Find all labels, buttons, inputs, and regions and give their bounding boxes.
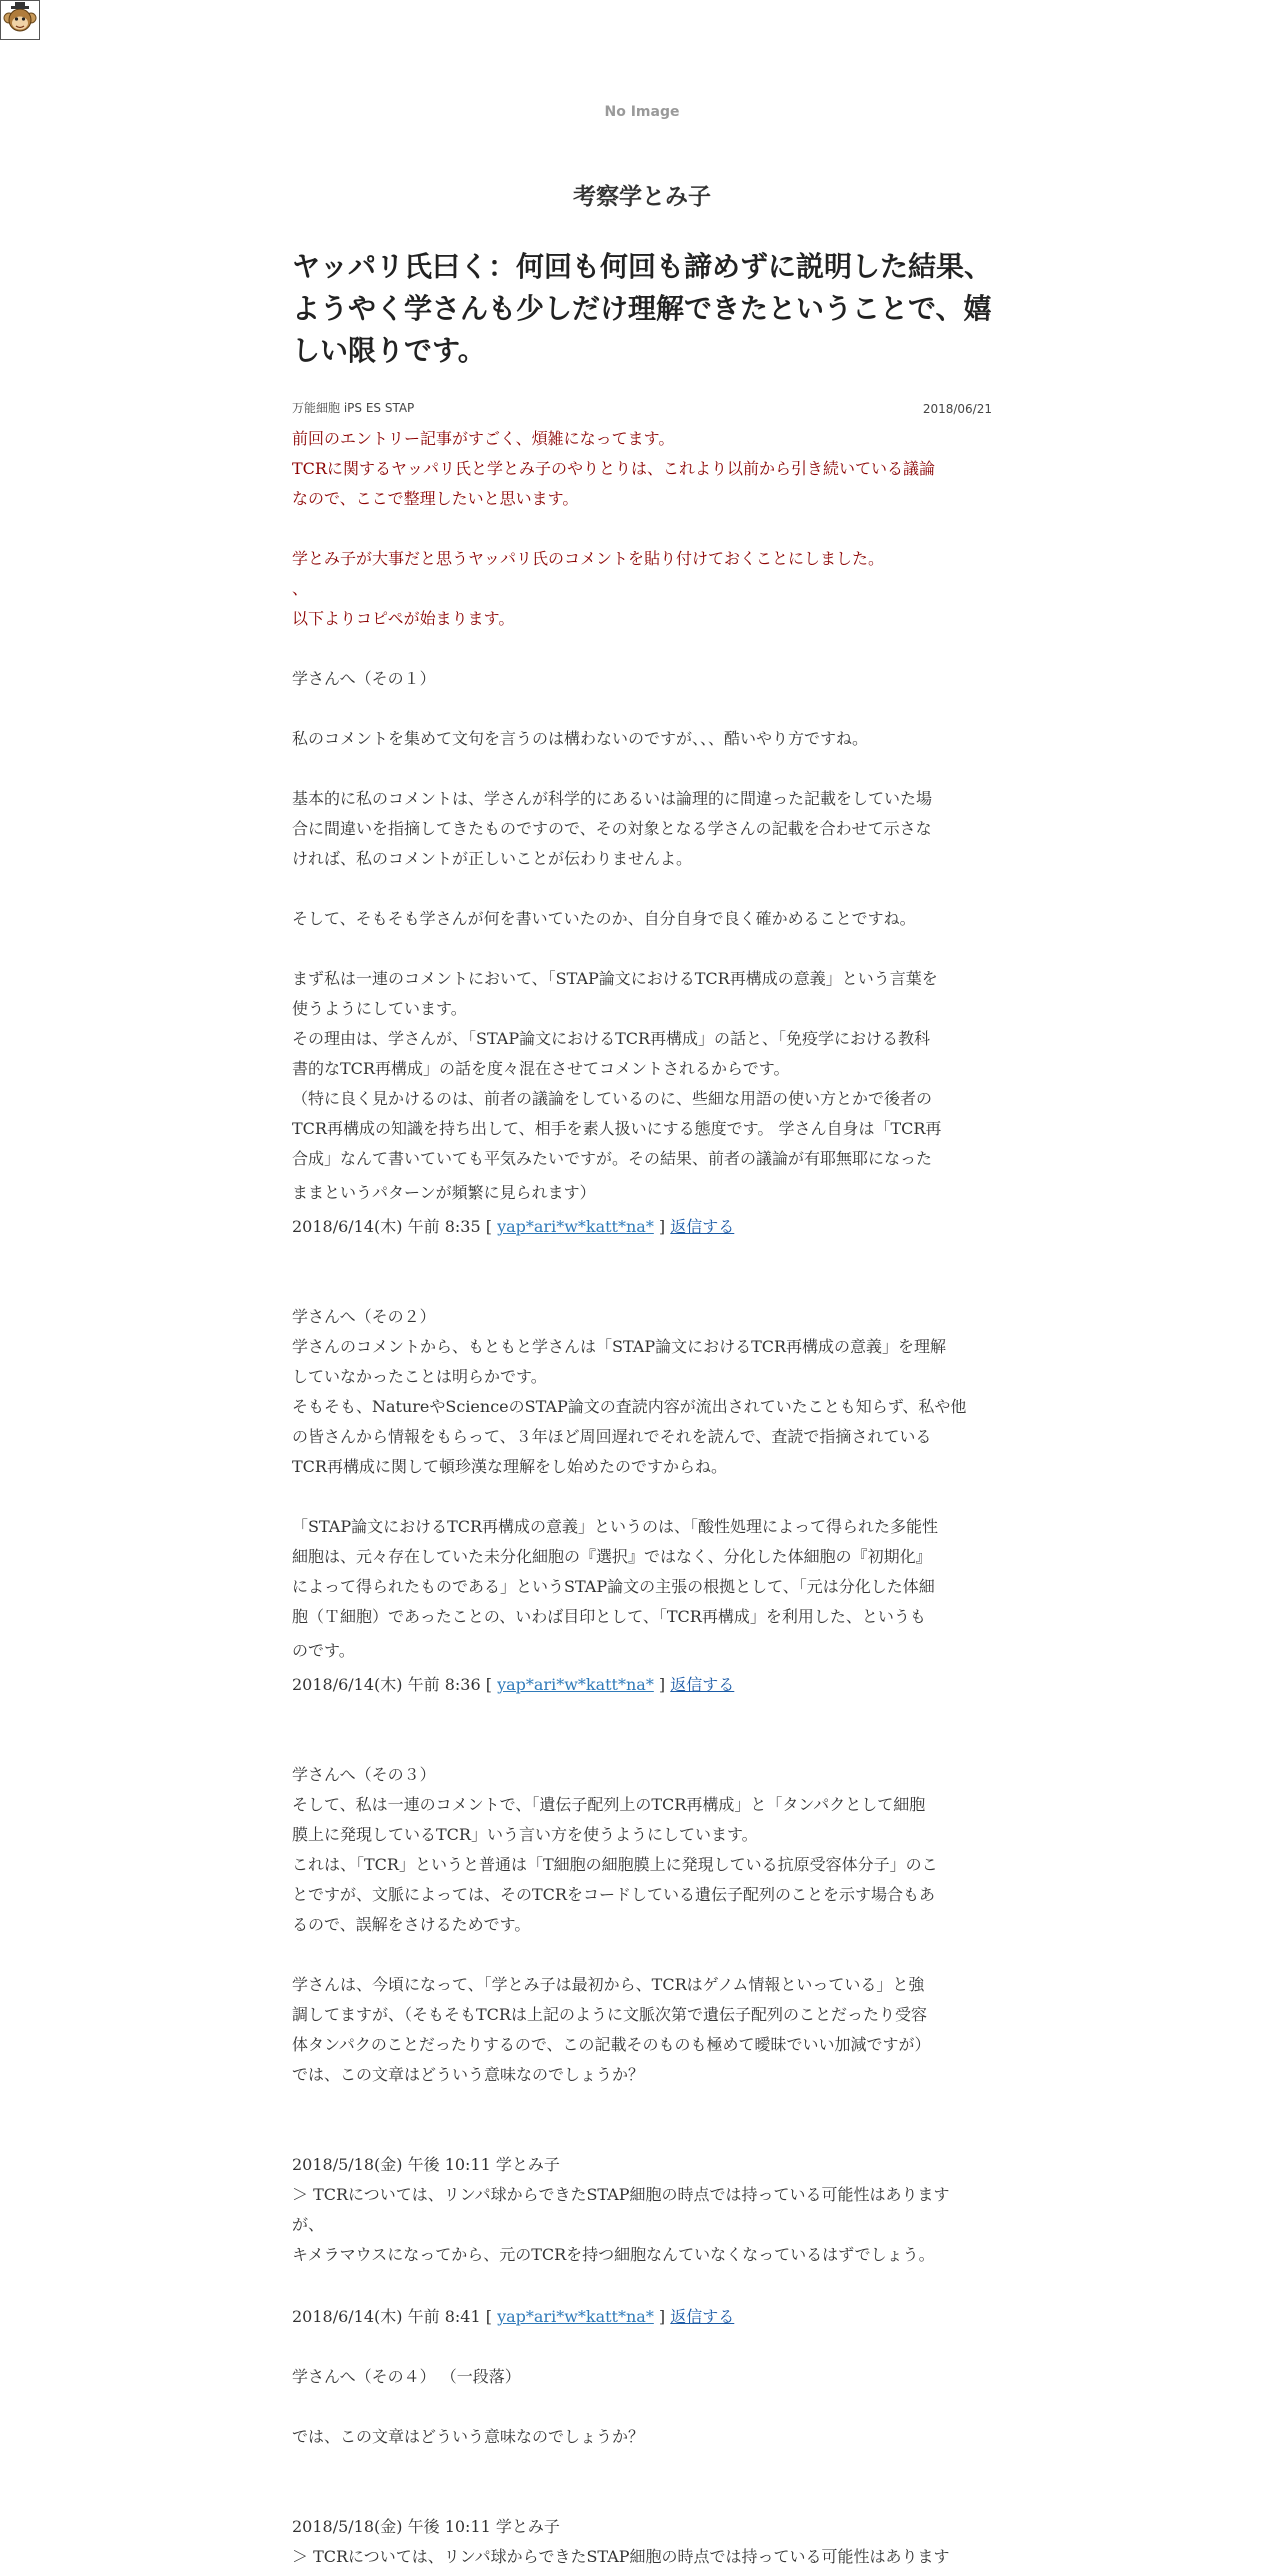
comment-timestamp: 2018/6/14(木) 午前 8:41 [ (292, 2307, 492, 2326)
bracket-close: ] (658, 1675, 666, 1694)
comment-heading: 学さんへ（その１） (292, 669, 436, 688)
comment-text: 使うようにしています。 (292, 999, 467, 1018)
quote-text: が、 (292, 2215, 325, 2234)
intro-line: 前回のエントリー記事がすごく、煩雑になってます。 (292, 429, 675, 448)
comment-text: そもそも、NatureやScienceのSTAP論文の査読内容が流出されていたことも知らず、私や他 (292, 1397, 967, 1416)
comment-footer (292, 1212, 992, 1242)
comment-footer (292, 1670, 992, 1700)
comment-text: 書的なTCR再構成」の話を度々混在させてコメントされるからです。 (292, 1059, 790, 1078)
comment-text: TCR再構成に関して頓珍漢な理解をし始めたのですからね。 (292, 1457, 727, 1476)
comment-text: 膜上に発現しているTCR」いう言い方を使うようにしています。 (292, 1825, 758, 1844)
post-title: ヤッパリ氏曰く：何回も何回も諦めずに説明した結果、ようやく学さんも少しだけ理解できたということで、嬉しい限りです。 (292, 250, 993, 367)
comment-text: 胞（Ｔ細胞）であったことの、いわば目印として、「TCR再構成」を利用した、というも (292, 1607, 926, 1626)
comment-text: 学さんは、今頃になって、「学とみ子は最初から、TCRはゲノム情報といっている」と強 (292, 1975, 925, 1994)
comment-text: 合に間違いを指摘してきたものですので、その対象となる学さんの記載を合わせて示さな (292, 819, 932, 838)
comment-text: これは、「TCR」というと普通は「T細胞の細胞膜上に発現している抗原受容体分子」のこ (292, 1855, 938, 1874)
quote-date: 2018/5/18(金) 午後 10:11 学とみ子 (292, 2155, 560, 2174)
comment-text: によって得られたものである」というSTAP論文の主張の根拠として、「元は分化した体細 (292, 1577, 935, 1596)
post-category[interactable]: 万能細胞 iPS ES STAP (292, 401, 415, 415)
quote-text: キメラマウスになってから、元のTCRを持つ細胞なんていなくなっているはずでしょう。 (292, 2245, 935, 2264)
quote-text: ＞ TCRについては、リンパ球からできたSTAP細胞の時点では持っている可能性はあります (292, 2547, 950, 2566)
comment-text: （特に良く見かけるのは、前者の議論をしているのに、些細な用語の使い方とかで後者の (292, 1089, 933, 1108)
comment-text: の皆さんから情報をもらって、３年ほど周回遅れでそれを読んで、査読で指摘されている (292, 1427, 932, 1446)
comment-text: その理由は、学さんが、「STAP論文におけるTCR再構成」の話と、「免疫学における教科 (292, 1029, 931, 1048)
comment-timestamp: 2018/6/14(木) 午前 8:35 [ (292, 1217, 492, 1236)
comment-text: TCR再構成の知識を持ち出して、相手を素人扱いにする態度です。 学さん自身は「TCR再 (292, 1119, 942, 1138)
comment-text: 「STAP論文におけるTCR再構成の意義」というのは、「酸性処理によって得られた多能性 (292, 1517, 939, 1536)
blog-title[interactable]: 考察学とみ子 (573, 184, 711, 210)
comment-heading: 学さんへ（その２） (292, 1307, 436, 1326)
reply-link[interactable]: 返信する (670, 1675, 735, 1694)
comment-text: そして、私は一連のコメントで、「遺伝子配列上のTCR再構成」と「タンパクとして細胞 (292, 1795, 926, 1814)
comment-author-link[interactable]: yap*ari*w*katt*na* (497, 1675, 654, 1694)
comment-text: とですが、文脈によっては、そのTCRをコードしている遺伝子配列のことを示す場合もあ (292, 1885, 935, 1904)
intro-line: TCRに関するヤッパリ氏と学とみ子のやりとりは、これより以前から引き続いている議論 (292, 459, 935, 478)
quote-date: 2018/5/18(金) 午後 10:11 学とみ子 (292, 2517, 560, 2536)
intro-line: 、 (292, 579, 309, 598)
comment-text: 細胞は、元々存在していた未分化細胞の『選択』ではなく、分化した体細胞の『初期化』 (292, 1547, 932, 1566)
post-body (292, 424, 992, 2572)
comment-heading: 学さんへ（その４） （一段落） (292, 2367, 521, 2386)
reply-link[interactable]: 返信する (670, 2307, 735, 2326)
comment-text: のです。 (292, 1641, 355, 1660)
comment-author-link[interactable]: yap*ari*w*katt*na* (497, 1217, 654, 1236)
comment-text: るので、誤解をさけるためです。 (292, 1915, 531, 1934)
reply-link[interactable]: 返信する (670, 1217, 735, 1236)
comment-timestamp: 2018/6/14(木) 午前 8:36 [ (292, 1675, 492, 1694)
comment-text: 合成」なんて書いていても平気みたいですが。その結果、前者の議論が有耶無耶になった (292, 1149, 933, 1168)
comment-author-link[interactable]: yap*ari*w*katt*na* (497, 2307, 654, 2326)
intro-line: なので、ここで整理したいと思います。 (292, 489, 579, 508)
comment-text: 体タンパクのことだったりするので、この記載そのものも極めて曖昧でいい加減ですが） (292, 2035, 931, 2054)
comment-text: 学さんのコメントから、もともと学さんは「STAP論文におけるTCR再構成の意義」を理解 (292, 1337, 947, 1356)
no-image-placeholder: No Image (604, 104, 680, 120)
comment-text: では、この文章はどういう意味なのでしょうか？ (292, 2427, 645, 2446)
intro-line: 学とみ子が大事だと思うヤッパリ氏のコメントを貼り付けておくことにしました。 (292, 549, 885, 568)
comment-text: まず私は一連のコメントにおいて、「STAP論文におけるTCR再構成の意義」という言葉を (292, 969, 938, 988)
avatar[interactable] (0, 0, 40, 40)
comment-text: 私のコメントを集めて文句を言うのは構わないのですが、、、酷いやり方ですね。 (292, 729, 869, 748)
article (292, 246, 992, 2572)
comment-text: していなかったことは明らかです。 (292, 1367, 547, 1386)
post-meta (292, 396, 992, 416)
comment-heading: 学さんへ（その３） (292, 1765, 436, 1784)
comment-text: ければ、私のコメントが正しいことが伝わりませんよ。 (292, 849, 693, 868)
bracket-close: ] (658, 2307, 666, 2326)
monkey-avatar-icon (1, 1, 39, 39)
intro-line: 以下よりコピペが始まります。 (292, 609, 515, 628)
comment-text: ままというパターンが頻繁に見られます） (292, 1183, 596, 1202)
bracket-close: ] (658, 1217, 666, 1236)
quote-text: ＞ TCRについては、リンパ球からできたSTAP細胞の時点では持っている可能性はあります (292, 2185, 950, 2204)
post-date: 2018/06/21 (922, 402, 992, 416)
comment-text: 調してますが、（そもそもTCRは上記のように文脈次第で遺伝子配列のことだったり受容 (292, 2005, 927, 2024)
comment-text: では、この文章はどういう意味なのでしょうか？ (292, 2065, 645, 2084)
comment-text: そして、そもそも学さんが何を書いていたのか、自分自身で良く確かめることですね。 (292, 909, 916, 928)
comment-footer (292, 2302, 992, 2332)
comment-text: 基本的に私のコメントは、学さんが科学的にあるいは論理的に間違った記載をしていた場 (292, 789, 933, 808)
